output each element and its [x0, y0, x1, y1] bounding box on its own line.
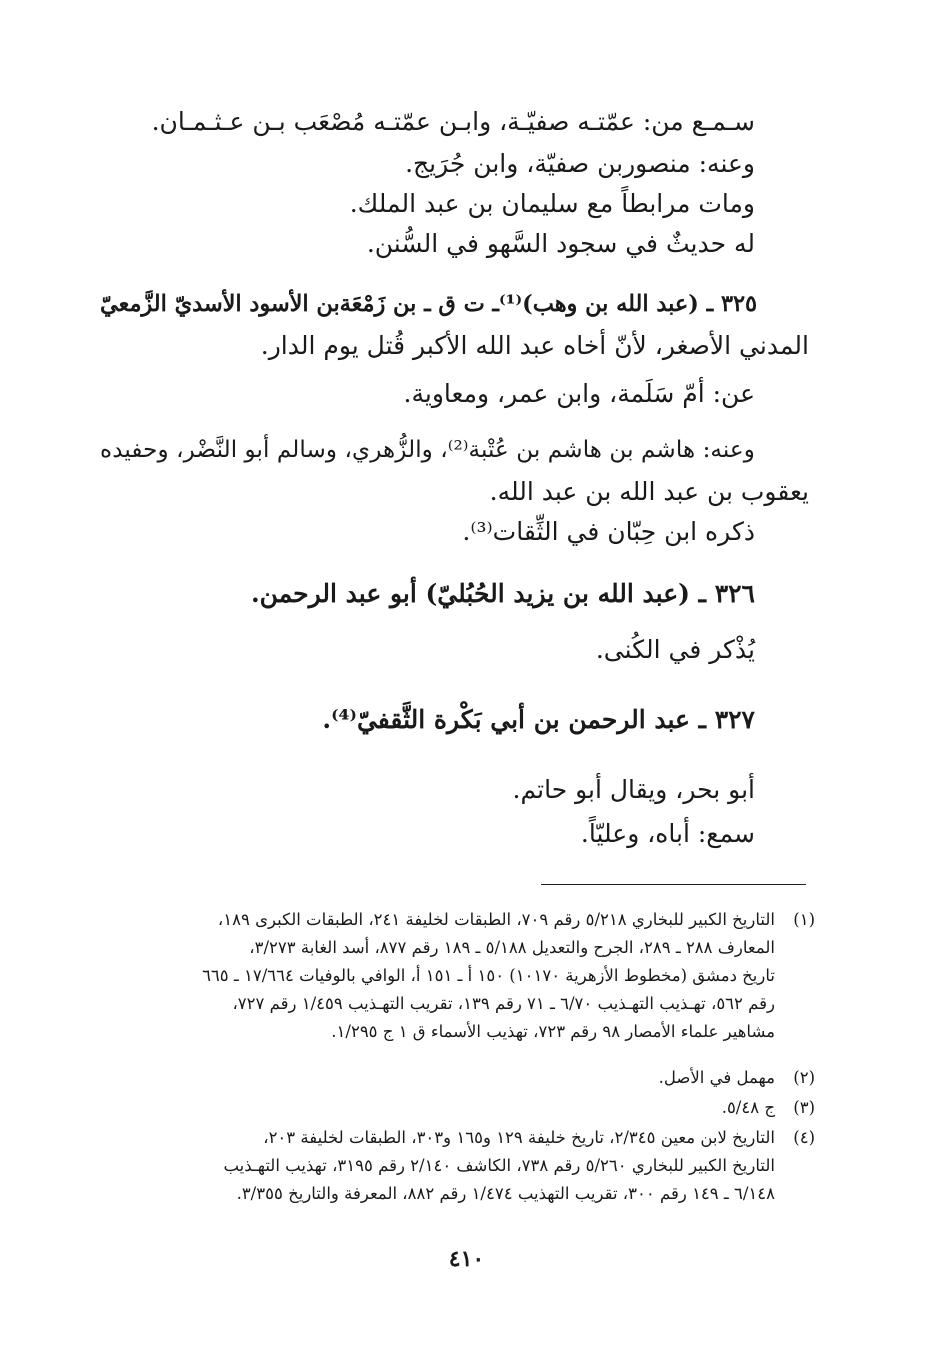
footnote-separator	[541, 884, 806, 885]
footnote-number: (٢)	[793, 1068, 815, 1087]
text-line: يُذْكر في الكُنى.	[595, 635, 755, 664]
footnote-line: ج ٥/٤٨.	[721, 1098, 775, 1117]
text-line: ذكره ابن حِبّان في الثِّقات⁽³⁾.	[462, 517, 755, 546]
footnote-line: مهمل في الأصل.	[658, 1068, 775, 1087]
footnote-line: التاريخ الكبير للبخاري ٥/٢١٨ رقم ٧٠٩، الطبقات لخليفة ٢٤١، الطبقات الكبرى ١٨٩،	[217, 910, 775, 929]
footnote-line: التاريخ لابن معين ٢/٣٤٥، تاريخ خليفة ١٢٩ و١٦٥ و٣٠٣، الطبقات لخليفة ٢٠٣،	[263, 1128, 775, 1147]
entry-327-heading: ٣٢٧ ـ عبد الرحمن بن أبي بَكْرة الثَّقفيّ⁽⁴⁾.	[322, 705, 755, 734]
text-line: المدني الأصغر، لأنّ أخاه عبد الله الأكبر قُتل يوم الدار.	[260, 331, 809, 360]
footnote-line: تاريخ دمشق (مخطوط الأزهرية ١٠١٧٠) ١٥٠ أ ـ ١٥١ أ، الوافي بالوفيات ١٧/٦٦٤ ـ ٦٦٥	[202, 966, 775, 985]
entry-326-heading: ٣٢٦ ـ (عبد الله بن يزيد الحُبُليّ) أبو عبد الرحمن.	[250, 579, 755, 608]
text-line: أبو بحر، ويقال أبو حاتم.	[512, 775, 755, 804]
page-number: ٤١٠	[448, 1246, 485, 1272]
footnote-line: رقم ٥٦٢، تهـذيب التهـذيب ٦/٧٠ ـ ٧١ رقم ١٣٩، تقريب التهـذيب ١/٤٥٩ رقم ٧٢٧،	[232, 994, 775, 1013]
text-line: سمع: أباه، وعليّاً.	[580, 819, 755, 848]
footnote-line: ٦/١٤٨ ـ ١٤٩ رقم ٣٠٠، تقريب التهذيب ١/٤٧٤ رقم ٨٨٢، المعرفة والتاريخ ٣/٣٥٥.	[236, 1184, 775, 1203]
footnote-number: (٣)	[793, 1098, 815, 1117]
text-line: وعنه: منصوربن صفيّة، وابن جُرَيج.	[405, 149, 755, 178]
text-line: له حديثٌ في سجود السَّهو في السُّنن.	[366, 229, 755, 258]
footnote-line: التاريخ الكبير للبخاري ٥/٢٦٠ رقم ٧٣٨، الكاشف ٢/١٤٠ رقم ٣١٩٥، تهذيب التهـذيب	[223, 1156, 775, 1175]
footnote-number: (٤)	[793, 1128, 815, 1147]
footnote-number: (١)	[793, 910, 815, 929]
text-line: سـمـع من: عمّتـه صفيّـة، وابـن عمّتـه مُصْعَب بـن عـثـمـان.	[151, 107, 755, 136]
footnote-line: مشاهير علماء الأمصار ٩٨ رقم ٧٢٣، تهذيب الأسماء ق ١ ج ١/٢٩٥.	[331, 1022, 775, 1041]
text-line: ومات مرابطاً مع سليمان بن عبد الملك.	[349, 189, 755, 218]
text-line: عن: أمّ سَلَمة، وابن عمر، ومعاوية.	[403, 379, 755, 408]
text-line: يعقوب بن عبد الله بن عبد الله.	[489, 477, 809, 506]
text-line: وعنه: هاشم بن هاشم بن عُتْبة⁽²⁾، والزُّهري، وسالم أبو النَّضْر، وحفيده	[100, 436, 755, 463]
footnote-line: المعارف ٢٨٨ ـ ٢٨٩، الجرح والتعديل ٥/١٨٨ ـ ١٨٩ رقم ٨٧٧، أسد الغابة ٣/٢٧٣،	[249, 938, 775, 957]
entry-325-heading: ٣٢٥ ـ (عبد الله بن وهب)⁽¹⁾ـ ت ق ـ بن زَمْعَةبن الأسود الأسديّ الزَّمعيّ	[100, 291, 757, 317]
